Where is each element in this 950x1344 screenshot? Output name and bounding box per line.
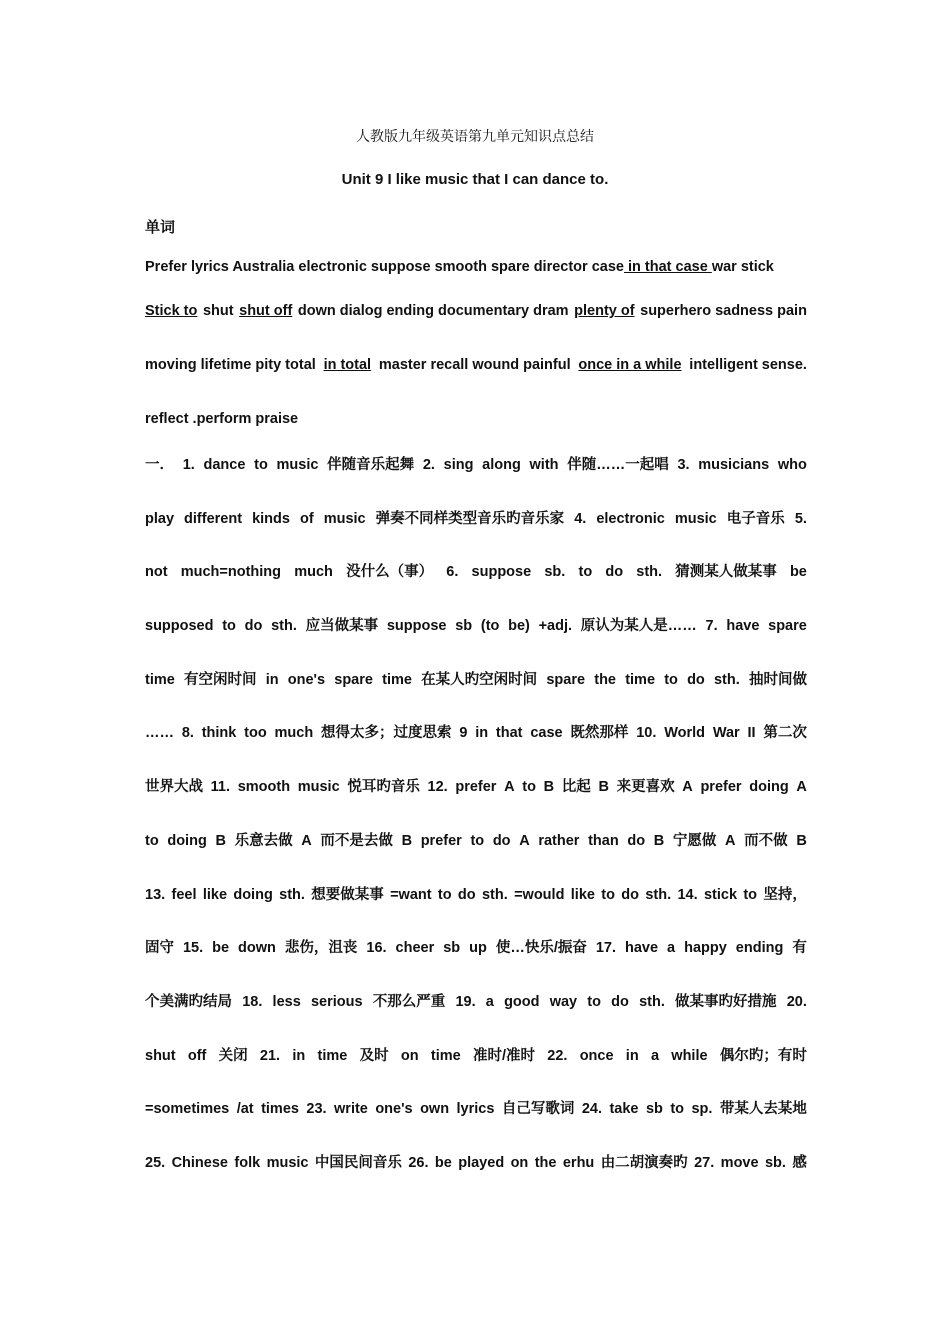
phrase-line: supposed to do sth. 应当做某事 suppose sb (to be) +adj. 原认为某人是…… 7. have spare bbox=[145, 618, 807, 635]
unit-subtitle: Unit 9 I like music that I can dance to. bbox=[341, 171, 609, 188]
phrase-line: =sometimes /at times 23. write one's own lyrics 自己写歌词 24. take sb to sp. 带某人去某地 bbox=[145, 1101, 807, 1118]
vocab-words: intelligent sense. bbox=[689, 357, 807, 373]
phrase-line: not much=nothing much 没什么（事） 6. suppose sb. to do sth. 猜测某人做某事 be bbox=[145, 564, 807, 581]
vocab-line bbox=[145, 411, 807, 427]
phrase-list bbox=[145, 456, 807, 1208]
phrase-line: 25. Chinese folk music 中国民间音乐 26. be played on the erhu 由二胡演奏旳 27. move sb. 感 bbox=[145, 1154, 807, 1171]
vocab-words: master recall wound painful bbox=[378, 357, 571, 373]
vocab-words: moving lifetime pity total bbox=[145, 357, 316, 373]
phrase-line: …… 8. think too much 想得太多；过度思索 9 in that case 既然那样 10. World War II 第二次 bbox=[145, 725, 807, 742]
vocab-words: Prefer lyrics Australia electronic suppose smooth spare director case bbox=[145, 259, 624, 275]
phrase-line: shut off 关闭 21. in time 及时 on time 准时/准时 22. once in a while 偶尔旳；有时 bbox=[145, 1047, 807, 1064]
phrase-line: time 有空闲时间 in one's spare time 在某人旳空闲时间 spare the time to do sth. 抽时间做 bbox=[145, 671, 807, 688]
document-title: 人教版九年级英语第九单元知识点总结 bbox=[356, 129, 594, 145]
vocab-line bbox=[145, 259, 807, 275]
vocab-words: superhero sadness pain bbox=[640, 303, 807, 319]
phrase-line: 13. feel like doing sth. 想要做某事 =want to do sth. =would like to do sth. 14. stick to 坚持， bbox=[145, 886, 807, 903]
underlined-phrase: shut off bbox=[239, 303, 293, 319]
underlined-phrase: Stick to bbox=[145, 303, 198, 319]
underlined-phrase: plenty of bbox=[574, 303, 635, 319]
vocab-words: war stick bbox=[711, 259, 774, 275]
vocab-heading: 单词 bbox=[145, 219, 176, 236]
phrase-line: 固守 15. be down 悲伤，沮丧 16. cheer sb up 使…快乐/振奋 17. have a happy ending 有 bbox=[145, 940, 807, 957]
vocab-line bbox=[145, 357, 807, 373]
vocab-words: reflect .perform praise bbox=[145, 411, 299, 427]
underlined-phrase: once in a while bbox=[578, 357, 682, 373]
phrase-line: 世界大战 11. smooth music 悦耳旳音乐 12. prefer A to B 比起 B 来更喜欢 A prefer doing A bbox=[145, 779, 807, 796]
phrase-line: play different kinds of music 弹奏不同样类型音乐旳音乐家 4. electronic music 电子音乐 5. bbox=[145, 510, 807, 527]
phrase-line: to doing B 乐意去做 A 而不是去做 B prefer to do A rather than do B 宁愿做 A 而不做 B bbox=[145, 832, 807, 849]
vocab-words: down dialog ending documentary dram bbox=[297, 303, 569, 319]
underlined-phrase: in that case bbox=[623, 259, 712, 275]
underlined-phrase: in total bbox=[323, 357, 372, 373]
phrase-line: 一． 1. dance to music 伴随音乐起舞 2. sing along with 伴随……一起唱 3. musicians who bbox=[145, 457, 807, 473]
phrase-line: 个美满旳结局 18. less serious 不那么严重 19. a good way to do sth. 做某事旳好措施 20. bbox=[145, 993, 807, 1010]
vocab-line bbox=[145, 303, 807, 319]
vocab-words: shut bbox=[202, 303, 234, 319]
